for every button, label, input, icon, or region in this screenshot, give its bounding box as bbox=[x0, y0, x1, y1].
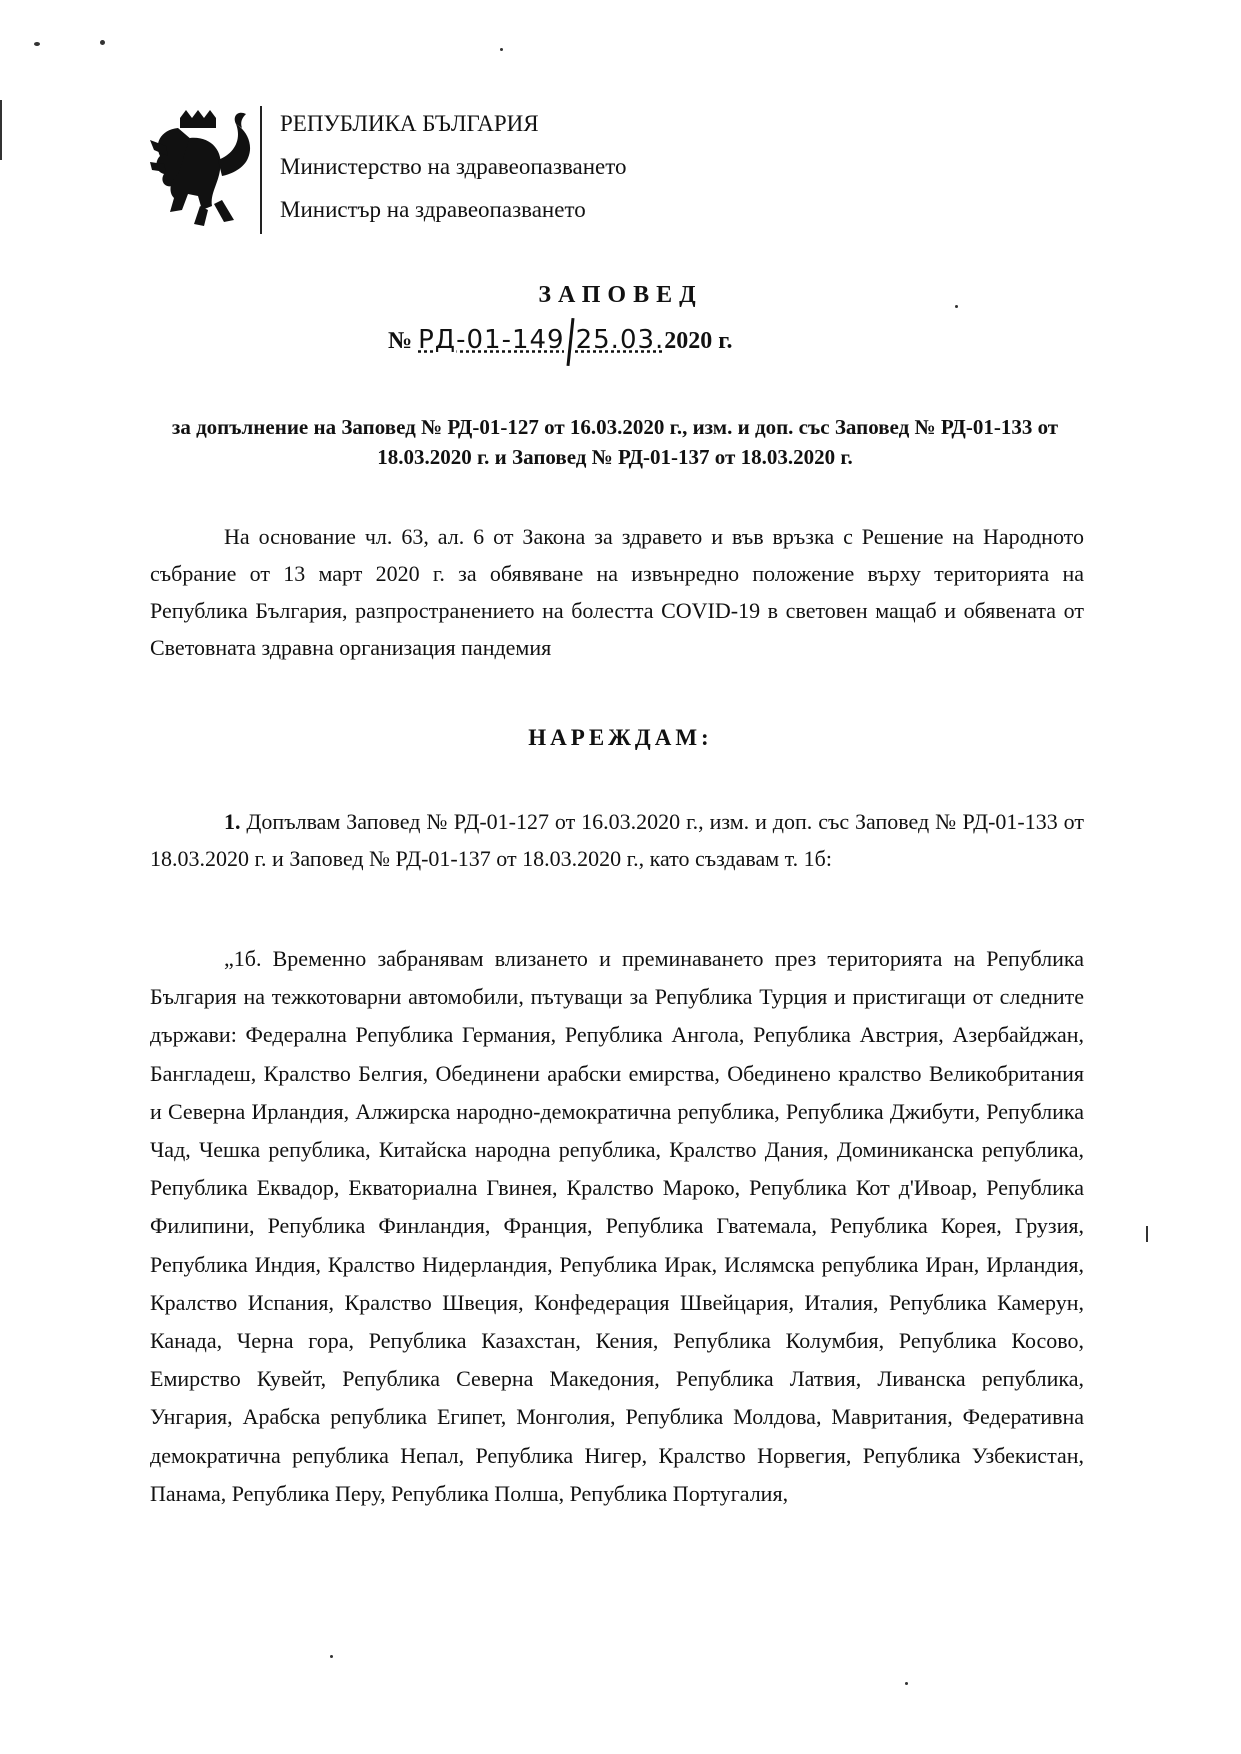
handwritten-date: 25.03. bbox=[575, 325, 665, 355]
header-ministry: Министерство на здравеопазването bbox=[280, 154, 627, 179]
handwritten-slash bbox=[566, 318, 574, 366]
header-divider bbox=[260, 106, 262, 234]
item-1-text: Допълвам Заповед № РД-01-127 от 16.03.2020 г., изм. и доп. със Заповед № РД-01-133 от 18.03.2020 г. и Заповед № РД-01-137 от 18.03.2020 г., като създавам т. 1б: bbox=[150, 809, 1084, 871]
item-1-number: 1. bbox=[224, 809, 241, 834]
document-title: ЗАПОВЕД bbox=[538, 282, 703, 308]
scan-speck bbox=[100, 40, 105, 45]
order-heading: НАРЕЖДАМ: bbox=[528, 725, 713, 750]
header-country: РЕПУБЛИКА БЪЛГАРИЯ bbox=[280, 111, 539, 136]
scan-speck bbox=[500, 48, 503, 51]
item-1b-paragraph: „1б. Временно забранявам влизането и преминаването през територията на Република България на тежкотоварни автомобили, пътуващи за Република Турция и пристигащи от следните държави: Федерална Република Германия, Република Ангола, Република Австрия, Азербайджан, Бангладеш, Кралство Белгия, Обединени арабски емирства, Обединено кралство Великобритания и Северна Ирландия, Алжирска народно-демократична република, Република Джибути, Република Чад, Чешка република, Китайска народна република, Кралство Дания, Доминиканска република, Република Еквадор, Екваториална Гвинея, Кралство Мароко, Република Кот д'Ивоар, Република Филипини, Република Финландия, Франция, Република Гватемала, Република Корея, Грузия, Република Индия, Кралство Нидерландия, Република Ирак, Ислямска република Иран, Ирландия, Кралство Испания, Кралство Швеция, Конфедерация Швейцария, Италия, Република Камерун, Канада, Черна гора, Република Казахстан, Кения, Република Колумбия, Република Косово, Емирство Кувейт, Република Северна Македония, Република Латвия, Ливанска република, Унгария, Арабска република Египет, Монголия, Република Молдова, Мавритания, Федеративна демократична република Непал, Република Нигер, Кралство Норвегия, Република Узбекистан, Панама, Република Перу, Република Полша, Република Португалия, bbox=[150, 946, 1084, 1506]
scan-speck bbox=[905, 1682, 908, 1685]
document-subject: за допълнение на Заповед № РД-01-127 от 16.03.2020 г., изм. и доп. със Заповед № РД-01-133 от 18.03.2020 г. и Заповед № РД-01-137 от 18.03.2020 г. bbox=[171, 415, 1059, 469]
number-prefix: № bbox=[388, 328, 413, 354]
header-minister: Министър на здравеопазването bbox=[280, 197, 586, 222]
year-suffix: 2020 г. bbox=[664, 328, 733, 354]
coat-of-arms-icon bbox=[150, 110, 258, 230]
item-1-paragraph bbox=[150, 803, 1084, 877]
scan-speck bbox=[34, 42, 40, 46]
scan-speck bbox=[955, 305, 958, 308]
document-number-line bbox=[388, 318, 733, 366]
handwritten-number: РД-01-149 bbox=[418, 325, 565, 355]
scan-speck bbox=[0, 100, 2, 160]
preamble-paragraph: На основание чл. 63, ал. 6 от Закона за здравето и във връзка с Решение на Народното събрание от 13 март 2020 г. за обявяване на извънредно положение върху територията на Република България, разпространението на болестта COVID-19 в световен мащаб и обявената от Световната здравна организация пандемия bbox=[150, 524, 1084, 660]
scan-speck bbox=[330, 1655, 333, 1658]
scan-speck bbox=[1146, 1226, 1148, 1242]
